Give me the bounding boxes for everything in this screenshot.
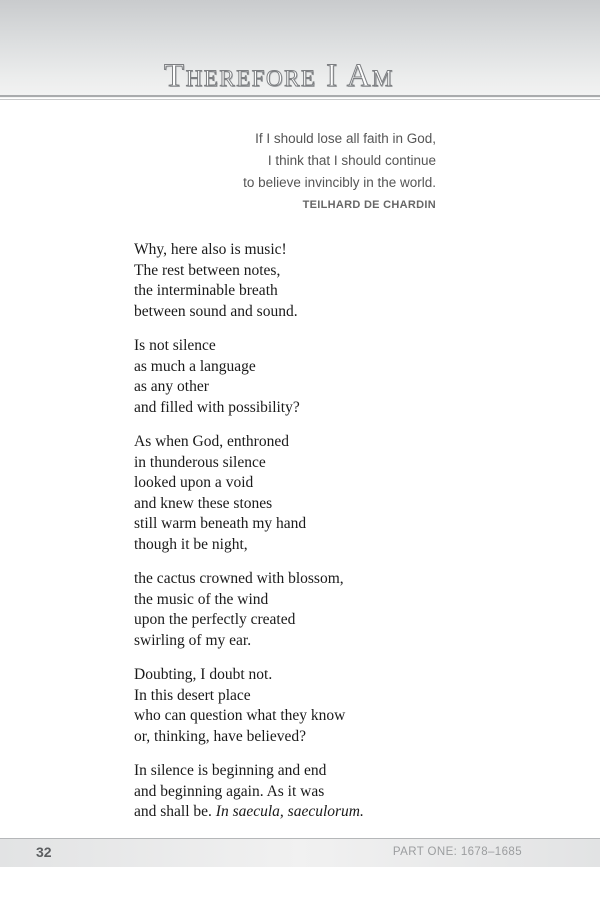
verse-line: Why, here also is music! <box>134 241 287 258</box>
stanza <box>134 432 494 555</box>
stanza <box>134 569 494 651</box>
verse-line: looked upon a void <box>134 474 254 491</box>
verse-line: still warm beneath my hand <box>134 515 307 532</box>
epigraph-line: to believe invincibly in the world. <box>243 175 436 190</box>
verse-line: In this desert place <box>134 686 251 704</box>
verse-line: the cactus crowned with blossom, <box>134 570 344 587</box>
header-rule-thin <box>0 99 600 100</box>
verse-line: and knew these stones <box>134 494 273 512</box>
stanza <box>134 665 494 747</box>
page-title: Therefore I Am <box>164 58 394 94</box>
verse-line: the music of the wind <box>134 590 269 608</box>
header-rule <box>0 95 600 97</box>
final-line-text: and shall be. <box>134 803 216 820</box>
epigraph-line: I think that I should continue <box>267 153 436 168</box>
verse-line: and filled with possibility? <box>134 398 300 416</box>
verse-line: Doubting, I doubt not. <box>134 666 273 683</box>
page-number: 32 <box>36 844 52 860</box>
verse-line: as any other <box>134 378 209 395</box>
verse-line: In silence is beginning and end <box>134 762 327 779</box>
verse-line: or, thinking, have believed? <box>134 727 306 745</box>
verse-line: as much a language <box>134 357 256 375</box>
stanza <box>134 761 494 823</box>
verse-line: the interminable breath <box>134 282 278 299</box>
poem-body <box>134 240 494 837</box>
stanza <box>134 336 494 418</box>
verse-line: who can question what they know <box>134 707 346 724</box>
verse-line: in thunderous silence <box>134 453 266 471</box>
verse-line: swirling of my ear. <box>134 631 252 649</box>
verse-line: upon the perfectly created <box>134 611 296 628</box>
stanza <box>134 240 494 322</box>
running-footer: PART ONE: 1678–1685 <box>392 846 522 858</box>
verse-line: As when God, enthroned <box>134 433 289 450</box>
epigraph <box>136 128 436 194</box>
verse-line: The rest between notes, <box>134 261 281 279</box>
final-verse-line <box>134 802 494 823</box>
epigraph-attribution: TEILHARD DE CHARDIN <box>302 199 436 211</box>
verse-line: though it be night, <box>134 535 248 553</box>
verse-line: and beginning again. As it was <box>134 782 325 800</box>
verse-line: between sound and sound. <box>134 302 298 320</box>
latin-phrase: In saecula, saeculorum. <box>215 803 364 820</box>
verse-line: Is not silence <box>134 337 216 354</box>
epigraph-line: If I should lose all faith in God, <box>255 131 436 146</box>
